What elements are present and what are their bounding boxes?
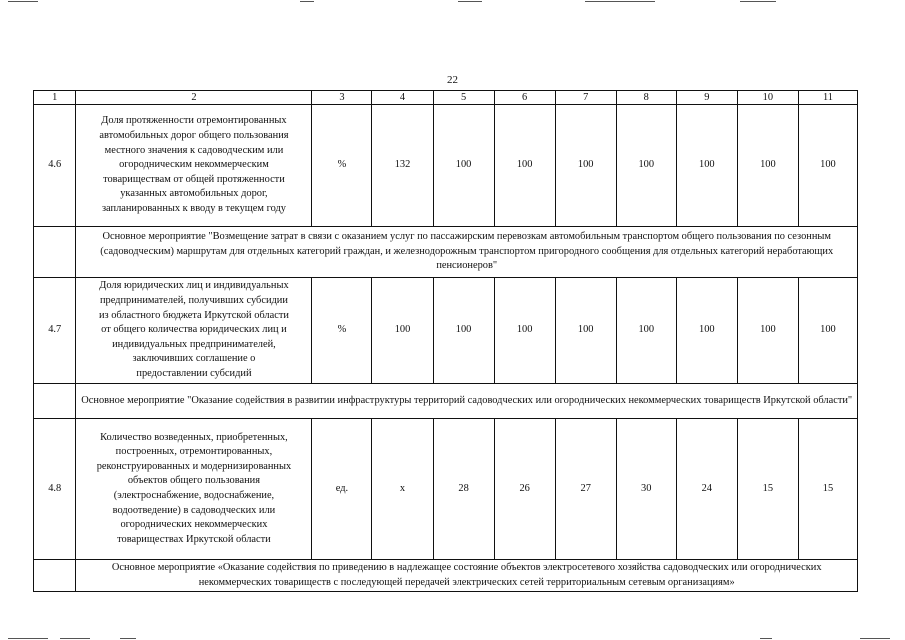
scan-edge-top: [0, 0, 905, 4]
description-line: из областного бюджета Иркутской области: [98, 309, 289, 321]
description-line: индивидуальных предпринимателей,: [112, 338, 276, 350]
value-cell: 100: [494, 105, 555, 227]
indicator-description: [76, 278, 312, 384]
value-cell: 100: [555, 278, 616, 384]
value-cell: 26: [494, 419, 555, 560]
column-number-cell: 10: [737, 91, 798, 105]
description-line: местного значения к садоводческим или: [104, 144, 284, 156]
value-cell: 100: [798, 105, 857, 227]
description-line: запланированных к вводу в текущем году: [101, 202, 286, 214]
description-line: Доля юридических лиц и индивидуальных: [99, 280, 289, 292]
table-row-4-7: [34, 278, 858, 384]
event-row-4-7: [34, 384, 858, 419]
column-number-cell: 11: [798, 91, 857, 105]
column-number-cell: 8: [616, 91, 676, 105]
value-cell: 100: [798, 278, 857, 384]
value-cell: 132: [372, 105, 433, 227]
column-number-cell: 1: [34, 91, 76, 105]
row-index: 4.8: [34, 419, 76, 560]
indicators-table: [33, 90, 858, 592]
value-cell: 15: [798, 419, 857, 560]
event-row-4-6: [34, 227, 858, 278]
column-number-header-row: [34, 91, 858, 105]
scan-edge-bottom: [0, 636, 905, 640]
value-cell: 100: [555, 105, 616, 227]
value-cell: 100: [676, 278, 737, 384]
value-cell: 28: [433, 419, 494, 560]
value-cell: 100: [737, 278, 798, 384]
value-cell: 100: [616, 105, 676, 227]
description-line: построенных, отремонтированных,: [115, 446, 273, 458]
description-line: предпринимателей, получивших субсидии: [99, 295, 288, 307]
indicator-description: [76, 419, 312, 560]
description-line: Количество возведенных, приобретенных,: [100, 431, 288, 443]
description-line: товариществам от общей протяженности: [103, 173, 285, 185]
value-cell: 100: [433, 278, 494, 384]
description-line: огороднических некоммерческих: [120, 519, 268, 531]
value-cell: 100: [372, 278, 433, 384]
column-number-cell: 4: [372, 91, 433, 105]
column-number-cell: 2: [76, 91, 312, 105]
main-event-text: Основное мероприятие "Возмещение затрат в связи с оказанием услуг по пассажирским перевозкам автомобильным транспортом общего пользования по сезонным (садоводческим) маршрутам для отдельных категорий граждан, и железнодорожным транспортом пригородного сообщения для отдельных категорий неработающих пенсионеров": [76, 227, 858, 278]
value-cell: 15: [737, 419, 798, 560]
value-cell: 100: [737, 105, 798, 227]
main-event-text: Основное мероприятие «Оказание содействия по приведению в надлежащее состояние объектов электросетевого хозяйства садоводческих или огороднических некоммерческих товариществ с последующей передачей электрических сетей территориальным сетевым организациям»: [76, 560, 858, 592]
column-number-cell: 6: [494, 91, 555, 105]
indicator-description: [76, 105, 312, 227]
description-line: указанных автомобильных дорог,: [120, 188, 268, 200]
page-number: 22: [447, 74, 458, 86]
value-cell: 27: [555, 419, 616, 560]
event-index-cell: [34, 560, 76, 592]
column-number-cell: 5: [433, 91, 494, 105]
table-row-4-6: [34, 105, 858, 227]
description-line: предоставлении субсидий: [136, 367, 252, 379]
description-line: (электроснабжение, водоснабжение,: [113, 490, 275, 501]
value-cell: 100: [676, 105, 737, 227]
event-index-cell: [34, 227, 76, 278]
description-line: от общего количества юридических лиц и: [101, 324, 287, 336]
unit-cell: %: [312, 105, 372, 227]
row-index: 4.7: [34, 278, 76, 384]
value-cell: х: [372, 419, 433, 560]
value-cell: 100: [433, 105, 494, 227]
row-index: 4.6: [34, 105, 76, 227]
description-line: водоотведение) в садоводческих или: [112, 504, 276, 516]
main-event-text: Основное мероприятие "Оказание содействия в развитии инфраструктуры территорий садоводческих или огороднических некоммерческих товариществ Иркутской области": [76, 384, 858, 419]
description-line: огородническим некоммерческим: [119, 159, 269, 171]
description-line: заключивших соглашение о: [132, 353, 256, 365]
value-cell: 24: [676, 419, 737, 560]
unit-cell: %: [312, 278, 372, 384]
column-number-cell: 9: [676, 91, 737, 105]
description-line: товариществах Иркутской области: [117, 533, 271, 545]
event-row-4-8: [34, 560, 858, 592]
description-line: Доля протяженности отремонтированных: [101, 115, 287, 127]
description-line: объектов общего пользования: [127, 475, 261, 487]
event-index-cell: [34, 384, 76, 419]
description-line: автомобильных дорог общего пользования: [99, 130, 289, 142]
value-cell: 100: [494, 278, 555, 384]
column-number-cell: 3: [312, 91, 372, 105]
unit-cell: ед.: [312, 419, 372, 560]
description-line: реконструированных и модернизированных: [96, 460, 292, 472]
table-row-4-8: [34, 419, 858, 560]
value-cell: 100: [616, 278, 676, 384]
column-number-cell: 7: [555, 91, 616, 105]
value-cell: 30: [616, 419, 676, 560]
